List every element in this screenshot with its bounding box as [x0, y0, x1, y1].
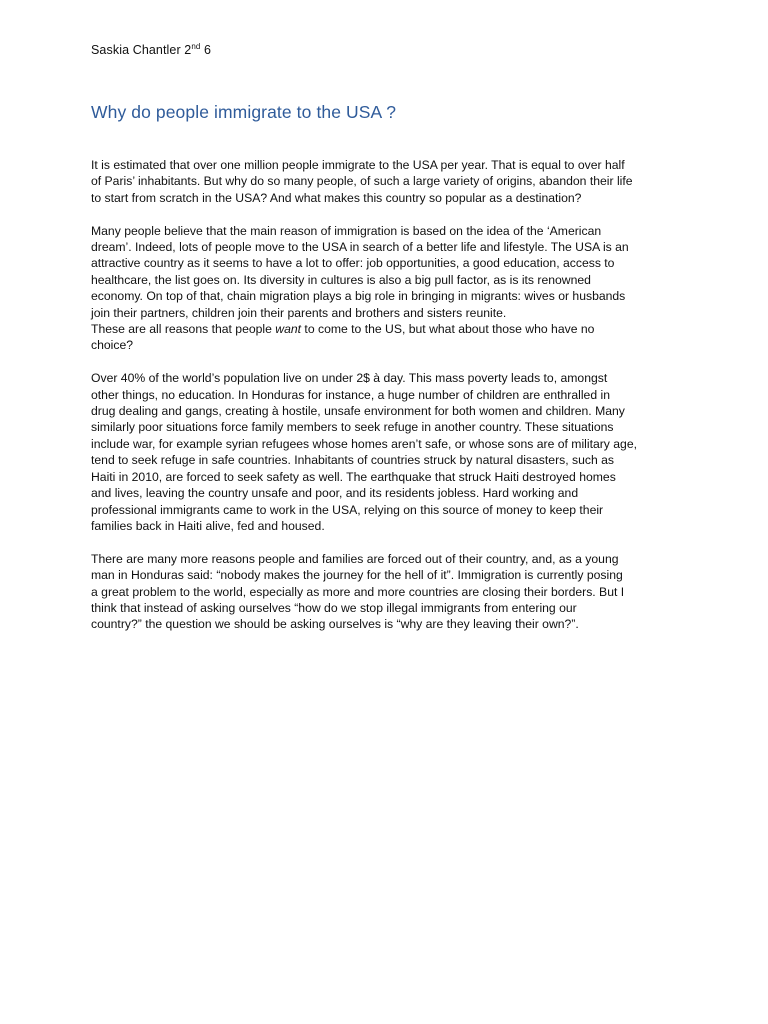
text-line: attractive country as it seems to have a lot to offer: job opportunities, a good education, access to [91, 256, 615, 271]
emphasis-word: want [275, 322, 302, 337]
paragraph-intro [91, 157, 681, 206]
text-line: choice? [91, 338, 134, 353]
text-line: and lives, leaving the country unsafe and poor, and its residents jobless. Hard working and [91, 486, 579, 501]
text-line: healthcare, the list goes on. Its diversity in cultures is also a big pull factor, as is its renowned [91, 272, 591, 287]
text-line: tend to seek refuge in safe countries. Inhabitants of countries struck by natural disasters, such as [91, 453, 614, 468]
author-name: Saskia Chantler 2 [91, 43, 192, 57]
author-class: 6 [200, 43, 212, 57]
text-line: Haiti in 2010, are forced to seek safety as well. The earthquake that struck Haiti destroyed homes [91, 469, 616, 484]
document-title: Why do people immigrate to the USA ? [91, 102, 397, 122]
author-line [91, 43, 211, 57]
text-line: Many people believe that the main reason of immigration is based on the idea of the ‘American [91, 223, 602, 238]
text-line: families back in Haiti alive, fed and housed. [91, 518, 325, 533]
text-line: think that instead of asking ourselves “how do we stop illegal immigrants from entering our [91, 600, 577, 615]
paragraph-conclusion [91, 551, 681, 633]
paragraph-american-dream [91, 223, 681, 354]
text-line: to start from scratch in the USA? And what makes this country so popular as a destination? [91, 190, 582, 205]
text-line-with-emphasis [91, 321, 681, 337]
paragraph-forced-migration [91, 370, 681, 534]
text-line: drug dealing and gangs, creating à hostile, unsafe environment for both women and children. Many [91, 404, 625, 419]
text-run: These are all reasons that people [91, 322, 276, 337]
text-line: include war, for example syrian refugees whose homes aren’t safe, or whose sons are of military age, [91, 436, 637, 451]
text-line: economy. On top of that, chain migration plays a big role in bringing in migrants: wives or husbands [91, 289, 626, 304]
text-line: similarly poor situations force family members to seek refuge in another country. These situations [91, 420, 614, 435]
text-line: a great problem to the world, especially as more and more countries are closing their borders. But I [91, 584, 625, 599]
text-line: country?” the question we should be asking ourselves is “why are they leaving their own?”. [91, 617, 579, 632]
document-body [91, 157, 681, 649]
text-line: Over 40% of the world’s population live on under 2$ à day. This mass poverty leads to, amongst [91, 371, 608, 386]
text-line: dream’. Indeed, lots of people move to the USA in search of a better life and lifestyle. The USA is an [91, 240, 629, 255]
text-line: other things, no education. In Honduras for instance, a huge number of children are enthralled in [91, 387, 610, 402]
text-run: to come to the US, but what about those who have no [301, 322, 595, 337]
text-line: of Paris’ inhabitants. But why do so many people, of such a large variety of origins, abandon their life [91, 174, 633, 189]
text-line: There are many more reasons people and families are forced out of their country, and, as a young [91, 551, 619, 566]
text-line: professional immigrants came to work in the USA, relying on this source of money to keep their [91, 502, 604, 517]
text-line: join their partners, children join their parents and brothers and sisters reunite. [91, 305, 507, 320]
text-line: It is estimated that over one million people immigrate to the USA per year. That is equal to over half [91, 158, 625, 172]
text-line: man in Honduras said: “nobody makes the journey for the hell of it”. Immigration is currently posing [91, 568, 623, 583]
author-superscript: nd [191, 42, 201, 51]
